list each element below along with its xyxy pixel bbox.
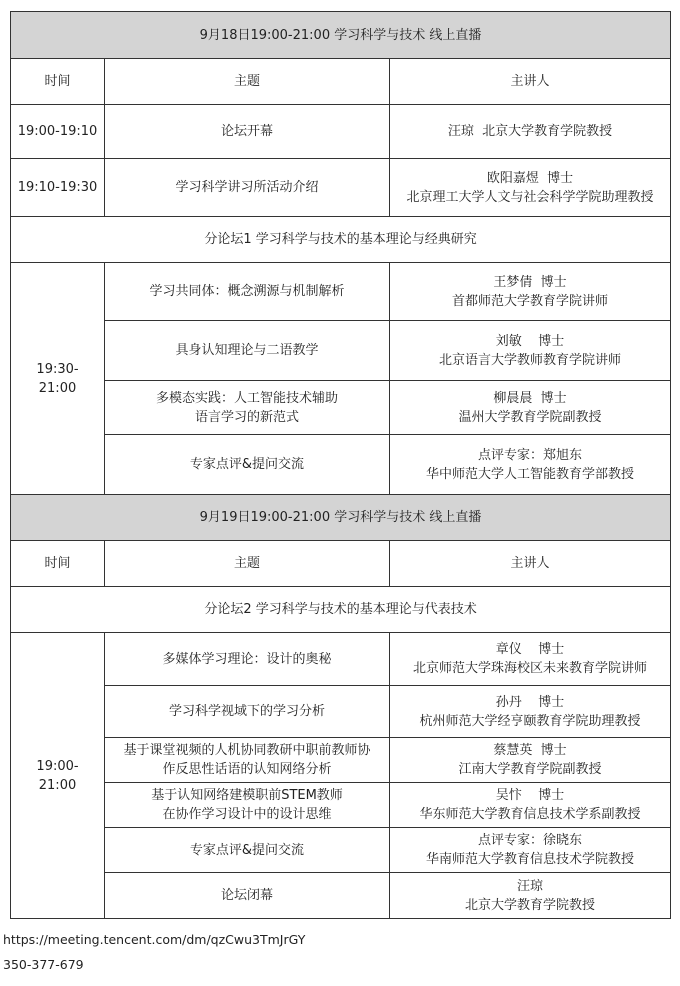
speaker-cell <box>390 159 671 217</box>
cell-line: 汪琼 北京大学教育学院教授 <box>447 124 613 139</box>
col-time-header: 时间 <box>11 541 105 587</box>
col-time-header: 时间 <box>11 59 105 105</box>
time-cell <box>11 263 105 495</box>
cell-line: 专家点评&提问交流 <box>189 457 305 472</box>
time-cell: 19:00-19:10 <box>11 105 105 159</box>
cell-line: 19:30- <box>36 361 79 377</box>
col-topic-header: 主题 <box>105 541 390 587</box>
speaker-cell <box>390 873 671 919</box>
table-row <box>11 686 671 738</box>
table-row <box>11 738 671 783</box>
cell-line: 刘敏 博士 <box>495 333 565 349</box>
table-row <box>11 263 671 321</box>
cell-line: 作反思性话语的认知网络分析 <box>162 762 332 777</box>
table-row <box>11 321 671 381</box>
table-row <box>11 159 671 217</box>
time-cell: 19:10-19:30 <box>11 159 105 217</box>
speaker-cell <box>390 321 671 381</box>
topic-cell <box>105 435 390 495</box>
cell-line: 首都师范大学教育学院讲师 <box>452 293 609 309</box>
speaker-cell <box>390 783 671 828</box>
topic-cell <box>105 633 390 686</box>
topic-cell <box>105 686 390 738</box>
speaker-cell <box>390 381 671 435</box>
cell-line: 点评专家：徐晓东 <box>478 833 583 848</box>
cell-line: 温州大学教育学院副教授 <box>458 409 602 425</box>
day1-column-header-row <box>11 59 671 105</box>
speaker-cell <box>390 738 671 783</box>
cell-line: 多模态实践：人工智能技术辅助 <box>155 390 338 406</box>
cell-line: 语言学习的新范式 <box>194 409 299 425</box>
cell-line: 北京师范大学珠海校区未来教育学院讲师 <box>413 661 648 676</box>
table-row <box>11 105 671 159</box>
cell-line: 北京理工大学人文与社会科学学院助理教授 <box>406 189 654 205</box>
topic-cell <box>105 783 390 828</box>
speaker-cell <box>390 105 671 159</box>
topic-cell <box>105 263 390 321</box>
day2-header-row <box>11 495 671 541</box>
cell-line: 蔡慧英 博士 <box>493 743 567 758</box>
cell-line: 基于认知网络建模职前STEM教师 <box>151 788 343 803</box>
cell-line: 论坛闭幕 <box>220 888 273 903</box>
subforum-row <box>11 217 671 263</box>
speaker-cell <box>390 828 671 873</box>
cell-line: 华东师范大学教育信息技术学系副教授 <box>419 807 641 822</box>
cell-line: 柳晨晨 博士 <box>493 390 567 406</box>
cell-line: 论坛开幕 <box>220 124 273 139</box>
topic-cell <box>105 159 390 217</box>
meeting-id: 350-377-679 <box>3 957 84 972</box>
topic-cell <box>105 828 390 873</box>
day2-header: 9月19日19:00-21:00 学习科学与技术 线上直播 <box>11 495 671 541</box>
table-row <box>11 873 671 919</box>
cell-line: 21:00 <box>38 380 77 396</box>
col-topic-header: 主题 <box>105 59 390 105</box>
cell-line: 华中师范大学人工智能教育学部教授 <box>426 466 635 482</box>
cell-line: 华南师范大学教育信息技术学院教授 <box>426 852 635 867</box>
time-cell <box>11 633 105 919</box>
cell-line: 点评专家：郑旭东 <box>478 447 583 463</box>
cell-line: 杭州师范大学经亨颐教育学院助理教授 <box>419 713 641 729</box>
cell-line: 学习科学讲习所活动介绍 <box>175 180 319 195</box>
cell-line: 北京大学教育学院教授 <box>465 897 596 913</box>
schedule-table <box>10 11 671 919</box>
cell-line: 王梦倩 博士 <box>493 274 567 290</box>
table-row <box>11 381 671 435</box>
cell-line: 多媒体学习理论：设计的奥秘 <box>162 651 332 667</box>
cell-line: 19:00- <box>36 758 79 774</box>
cell-line: 欧阳嘉煜 博士 <box>486 170 574 186</box>
cell-line: 吴忭 博士 <box>495 788 565 803</box>
cell-line: 章仪 博士 <box>495 642 565 657</box>
subforum-title: 分论坛2 学习科学与技术的基本理论与代表技术 <box>11 587 671 633</box>
cell-line: 21:00 <box>38 777 77 793</box>
speaker-cell <box>390 633 671 686</box>
speaker-cell <box>390 686 671 738</box>
cell-line: 孙丹 博士 <box>495 694 565 710</box>
day1-header-row <box>11 12 671 59</box>
subforum-row <box>11 587 671 633</box>
col-speaker-header: 主讲人 <box>390 541 671 587</box>
topic-cell <box>105 738 390 783</box>
meeting-link[interactable]: https://meeting.tencent.com/dm/qzCwu3TmJrGY <box>3 932 306 947</box>
speaker-cell <box>390 435 671 495</box>
cell-line: 学习科学视域下的学习分析 <box>168 704 325 719</box>
cell-line: 基于课堂视频的人机协同教研中职前教师协 <box>123 743 371 758</box>
topic-cell <box>105 321 390 381</box>
table-row <box>11 435 671 495</box>
cell-line: 江南大学教育学院副教授 <box>458 762 602 777</box>
cell-line: 北京语言大学教师教育学院讲师 <box>439 352 622 368</box>
table-row <box>11 783 671 828</box>
cell-line: 在协作学习设计中的设计思维 <box>162 807 332 822</box>
subforum-title: 分论坛1 学习科学与技术的基本理论与经典研究 <box>11 217 671 263</box>
topic-cell <box>105 381 390 435</box>
cell-line: 具身认知理论与二语教学 <box>175 343 319 358</box>
cell-line: 专家点评&提问交流 <box>189 842 305 858</box>
table-row <box>11 828 671 873</box>
day2-column-header-row <box>11 541 671 587</box>
day1-header: 9月18日19:00-21:00 学习科学与技术 线上直播 <box>11 12 671 59</box>
topic-cell <box>105 105 390 159</box>
table-row <box>11 633 671 686</box>
cell-line: 学习共同体：概念溯源与机制解析 <box>149 284 345 299</box>
topic-cell <box>105 873 390 919</box>
speaker-cell <box>390 263 671 321</box>
col-speaker-header: 主讲人 <box>390 59 671 105</box>
cell-line: 汪琼 <box>517 878 544 894</box>
